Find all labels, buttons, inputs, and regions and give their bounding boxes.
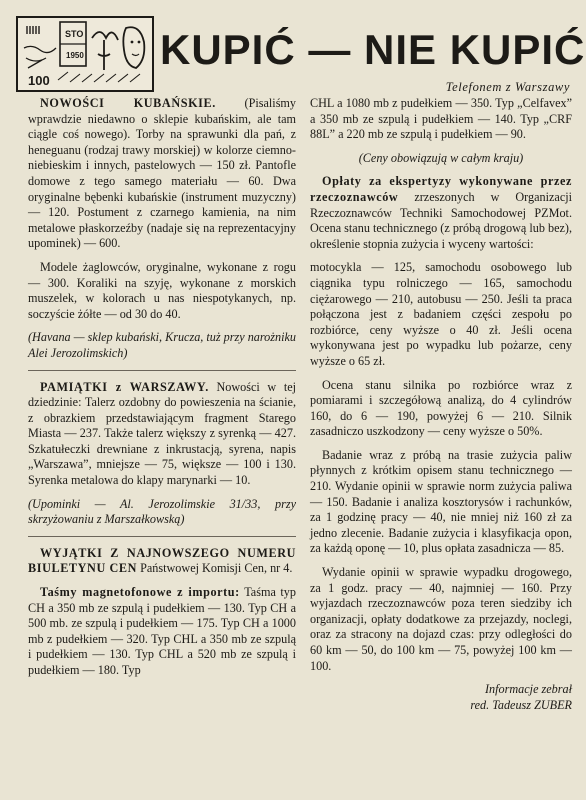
signature [310, 682, 572, 713]
tasmy-continued: CHL a 1080 mb z pudełkiem — 350. Typ „Celfavex” a 350 mb ze szpulą i pudełkiem — 140. Typ „CRF 88L” a 220 mb ze szpulą i pudełkiem — 90. [310, 96, 572, 142]
biuletyn-lead: WYJĄTKI Z NAJNOWSZEGO NUMERU BIULETYNU CEN [28, 545, 296, 576]
tasmy-text: Taśma typ CH a 350 mb ze szpulą i pudełkiem — 130. Typ CH a 500 mb. ze szpulą i pudełkiem — 175. Typ CH a 1000 mb z pudełkiem — 320. Typ CHL a 350 mb ze szpulą i pudełkiem — 130. Typ CHL a 520 mb ze szpulą i pudełkiem — 180. Typ [28, 585, 296, 677]
badanie-paragraph: Badanie wraz z próbą na trasie zużycia paliw płynnych z krótkim opisem stanu technicznego — 210. Wydanie opinii w sprawie norm zużycia paliwa — 150. Badanie i analiza kosztorysów i rachunków, za 1 godzinę pracy — 40, nie mniej niż 160 zł za jedno zlecenie. Badanie zużycia i klasyfikacja opon, za każdą oponę — 10, plus opłata zasadnicza — 85. [310, 447, 572, 556]
biuletyn-paragraph [28, 546, 296, 577]
headline: KUPIĆ — NIE KUPIĆ [160, 26, 586, 73]
pamiatki-source: (Upominki — Al. Jerozolimskie 31/33, przy skrzyżowaniu z Marszałkowską) [28, 496, 296, 527]
kuba-paragraph-2: Modele żaglowców, oryginalne, wykonane z rogu — 300. Koraliki na szyję, wykonane z morskich muszelek, w kolorach u nas niespotykanych, np. soczyście żółte — od 30 do 40. [28, 259, 296, 321]
oplaty-paragraph [310, 174, 572, 252]
biuletyn-text: Państwowej Komisji Cen, nr 4. [140, 561, 293, 576]
oplaty-list: motocykla — 125, samochodu osobowego lub ciągnika typu rolniczego — 165, samochodu ciężarowego — 210, autobusu — 250. Jeśli ta praca połączona jest z badaniem części zespołu po rozbiórce, ceny wyższe o 40 zł. Jeśli ocena wykonywana jest po wypadku lub pożarze, ceny wyższe o 65 zł. [310, 260, 572, 368]
tasmy-note: (Ceny obowiązują w całym kraju) [358, 150, 524, 165]
tasmy-lead: Taśmy magnetofonowe z importu: [40, 585, 240, 600]
divider [28, 536, 296, 537]
oplaty-text: zrzeszonych w Organizacji Rzeczoznawców Techniki Samochodowej PZMot. Ocena stanu technicznego (z próbą drogową lub bez), określenie stopnia zużycia i wyceny wartości: [310, 189, 573, 251]
logo-sto-text: STO [65, 29, 84, 39]
tasmy-paragraph [28, 585, 296, 679]
logo-year-text: 1950 [66, 51, 84, 60]
pamiatki-lead: PAMIĄTKI z WARSZAWY. [40, 379, 209, 394]
pamiatki-text: Nowości w tej dziedzinie: Talerz ozdobny do powieszenia na ścianie, z obrazkiem przedstawiającym fragment Starego Miasta — 237. Także talerz większy z syrenką — 427. Szkatułeczki drewniane z inkrustacją, syrena, napis „Warszawa”, mniejsze — 75, większe — 100 i 130. Syrenka metalowa do klapy marynarki — 10. [28, 379, 296, 488]
pamiatki-paragraph [28, 380, 296, 489]
column-logo [16, 16, 154, 92]
signature-line-1: Informacje zebrał [485, 682, 572, 697]
kuba-text: (Pisaliśmy wprawdzie niedawno o sklepie kubańskim, ale tam ciągle coś nowego). Torby na sprawunki dla pań, z heneguanu (rodzaj trawy morskiej) w kolorze ciemno-niebieskim i innych, pastelowych — 150 zł. Pantofle domowe z tego samego materiału — 60. Dwa oryginalne bębenki kubańskie (instrument muzyczny) — 120. Postument z czarnego kamienia, na nim metalowe płaskorzeźby (nadaje się na reprezentacyjny upominek) — 600. [28, 96, 297, 251]
byline: Telefonem z Warszawy [445, 80, 570, 94]
signature-line-2: red. Tadeusz ZUBER [470, 697, 572, 712]
left-column [28, 96, 296, 687]
kuba-lead: NOWOŚCI KUBAŃSKIE. [40, 96, 216, 110]
logo-number: 100 [28, 73, 50, 88]
divider [28, 370, 296, 371]
right-column [310, 96, 572, 713]
oplaty-lead: Opłaty za ekspertyzy wykonywane przez rzeczoznawców [310, 174, 572, 204]
wydanie-paragraph: Wydanie opinii w sprawie wypadku drogowego, za 1 godz. pracy — 40, najmniej — 160. Przy wyjazdach rzeczoznawców poza teren siedziby ich organizacji, opłaty dodatkowe za przejazdy, noclegi, oraz za stracony na dojazd czas: przy odległości do 60 km — 50, do 100 km — 75, powyżej 100 km — 100. [310, 565, 572, 673]
kuba-source: (Havana — sklep kubański, Krucza, tuż przy narożniku Alei Jerozolimskich) [28, 330, 296, 360]
kuba-paragraph [28, 96, 296, 252]
silnik-paragraph: Ocena stanu silnika po rozbiórce wraz z pomiarami i szczegółową analizą, do 4 cylindrów 160, do 6 — 190, powyżej 6 — 210. Silnik zasadniczo uszkodzony — ceny wyższe o 50%. [310, 377, 572, 439]
